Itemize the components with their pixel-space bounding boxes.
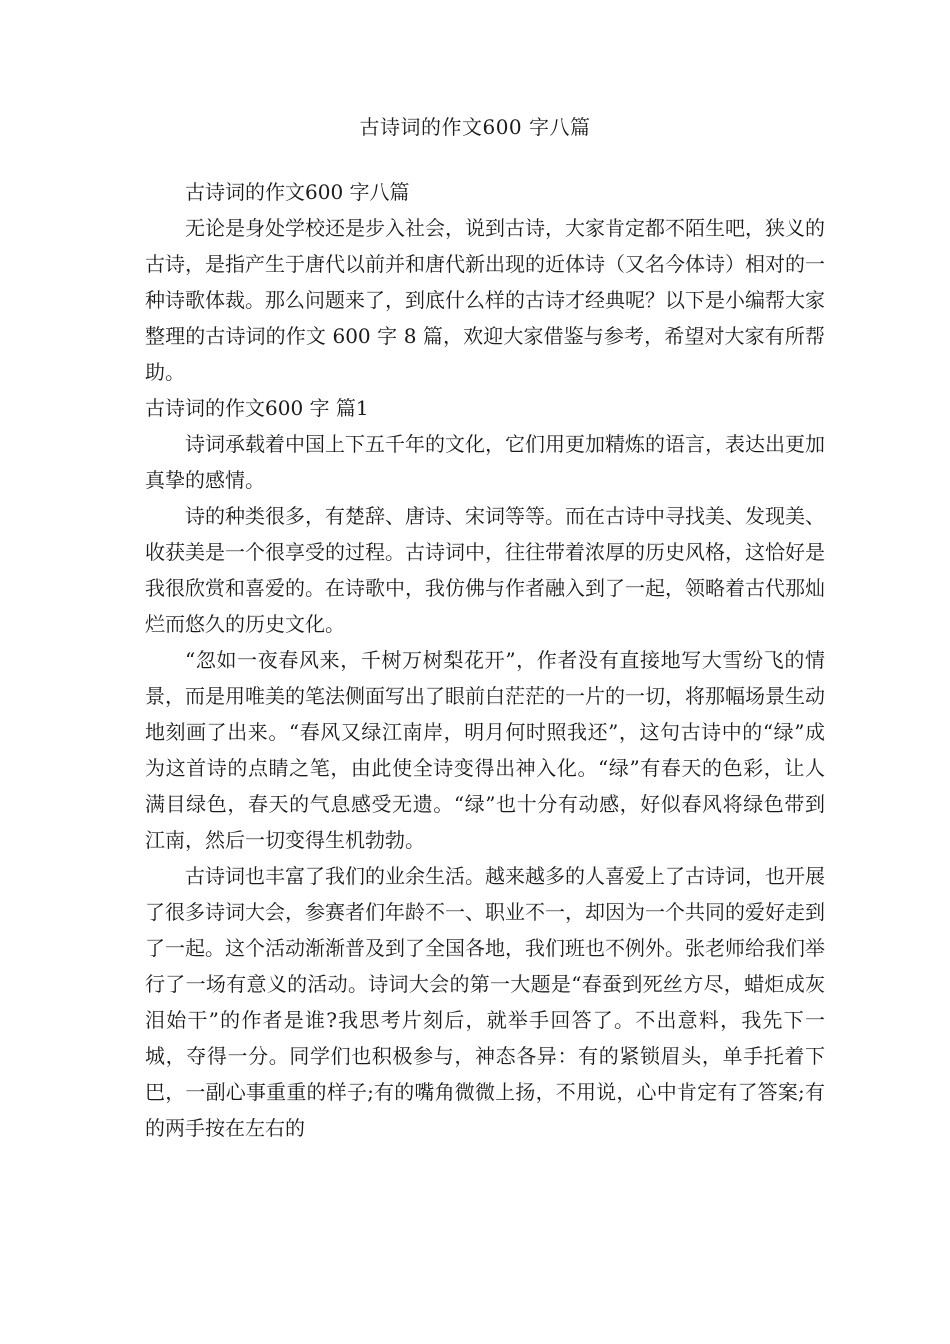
document-title: 古诗词的作文600 字八篇 [359, 115, 591, 139]
body-paragraph-2: 诗的种类很多，有楚辞、唐诗、宋词等等。而在古诗中寻找美、发现美、收获美是一个很享受的过程。古诗词中，往往带着浓厚的历史风格，这恰好是我很欣赏和喜爱的。在诗歌中，我仿佛与作者融入到了一起，领略着古代那灿烂而悠久的历史文化。 [145, 504, 825, 636]
body-paragraph-4: 古诗词也丰富了我们的业余生活。越来越多的人喜爱上了古诗词，也开展了很多诗词大会，参赛者们年龄不一、职业不一，却因为一个共同的爱好走到了一起。这个活动渐渐普及到了全国各地，我们班也不例外。张老师给我们举行了一场有意义的活动。诗词大会的第一大题是“春蚕到死丝方尽，蜡炬成灰泪始干”的作者是谁?我思考片刻后，就举手回答了。不出意料，我先下一城，夺得一分。同学们也积极参与，神态各异：有的紧锁眉头，单手托着下巴，一副心事重重的样子;有的嘴角微微上扬，不用说，心中肯定有了答案;有的两手按在左右的 [145, 864, 825, 1140]
section-heading: 古诗词的作文600 字 篇1 [145, 396, 369, 420]
body-paragraph-1: 诗词承载着中国上下五千年的文化，它们用更加精炼的语言，表达出更加真挚的感情。 [145, 432, 825, 492]
intro-paragraph: 无论是身处学校还是步入社会，说到古诗，大家肯定都不陌生吧，狭义的古诗，是指产生于唐代以前并和唐代新出现的近体诗（又名今体诗）相对的一种诗歌体裁。那么问题来了，到底什么样的古诗才经典呢？以下是小编帮大家整理的古诗词的作文 600 字 8 篇，欢迎大家借鉴与参考，希望对大家有所帮助。 [145, 216, 825, 384]
body-paragraph-3: “忽如一夜春风来，千树万树梨花开”，作者没有直接地写大雪纷飞的情景，而是用唯美的笔法侧面写出了眼前白茫茫的一片的一切，将那幅场景生动地刻画了出来。“春风又绿江南岸，明月何时照我还”，这句古诗中的“绿”成为这首诗的点睛之笔，由此使全诗变得出神入化。“绿”有春天的色彩，让人满目绿色，春天的气息感受无遗。“绿”也十分有动感，好似春风将绿色带到江南，然后一切变得生机勃勃。 [145, 648, 825, 852]
document-body [145, 174, 825, 1146]
document-subtitle: 古诗词的作文600 字八篇 [185, 180, 410, 204]
